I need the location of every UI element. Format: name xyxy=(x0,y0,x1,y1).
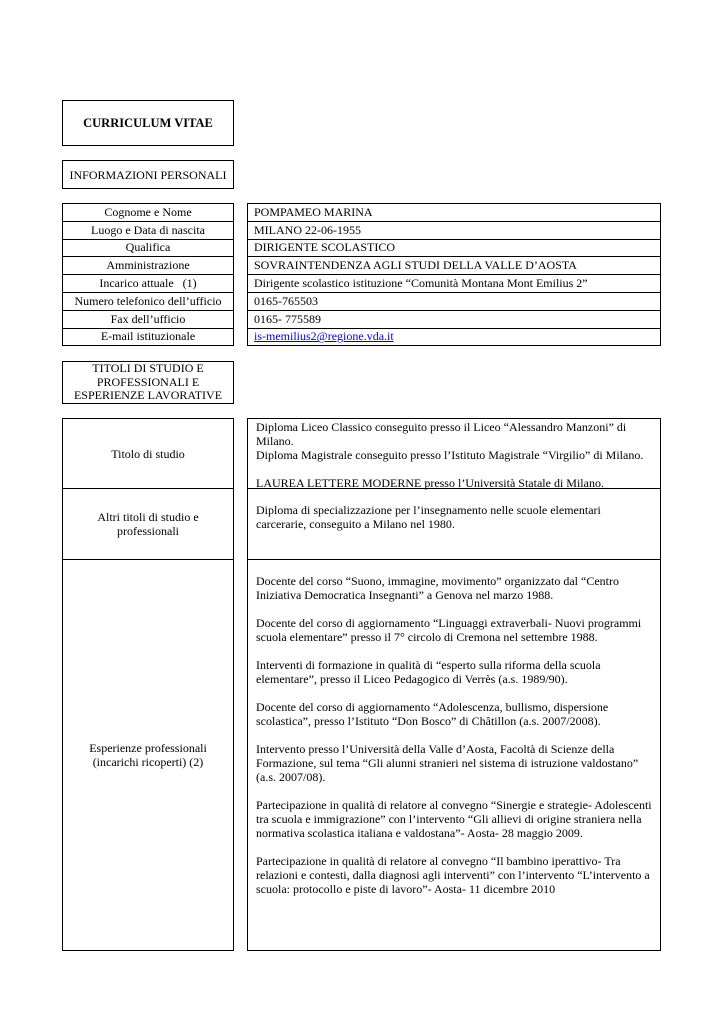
experience-content xyxy=(247,559,661,951)
other-titles-content xyxy=(247,488,661,560)
label-degree: Titolo di studio xyxy=(62,418,234,489)
label-current-position: Incarico attuale (1) xyxy=(63,275,234,293)
value-birth: MILANO 22-06-1955 xyxy=(248,221,661,239)
label-qualification: Qualifica xyxy=(63,239,234,257)
personal-values-table xyxy=(247,203,661,346)
degree-line: Diploma Magistrale conseguito presso l’Istituto Magistrale “Virgilio” di Milano. xyxy=(256,448,644,462)
value-email-cell xyxy=(248,328,661,346)
other-title-line: Diploma di specializzazione per l’insegnamento nelle scuole elementari carcerarie, conseguito a Milano nel 1980. xyxy=(256,503,601,531)
personal-labels-table xyxy=(62,203,234,346)
label-birth: Luogo e Data di nascita xyxy=(63,221,234,239)
value-administration: SOVRAINTENDENZA AGLI STUDI DELLA VALLE D’AOSTA xyxy=(248,257,661,275)
cv-title: CURRICULUM VITAE xyxy=(62,100,234,146)
experience-item: Docente del corso di aggiornamento “Linguaggi extraverbali- Nuovi programmi scuola elementare” presso il 7° circolo di Cremona nel settembre 1988. xyxy=(256,616,642,644)
value-current-position: Dirigente scolastico istituzione “Comunità Montana Mont Emilius 2” xyxy=(248,275,661,293)
value-name: POMPAMEO MARINA xyxy=(248,204,661,222)
studies-heading: TITOLI DI STUDIO E PROFESSIONALI E ESPERIENZE LAVORATIVE xyxy=(62,361,234,404)
label-administration: Amministrazione xyxy=(63,257,234,275)
degree-line: LAUREA LETTERE MODERNE presso l’Università Statale di Milano. xyxy=(256,476,604,490)
label-other-titles: Altri titoli di studio e professionali xyxy=(62,488,234,560)
experience-item: Partecipazione in qualità di relatore al convegno “Sinergie e strategie- Adolescenti tra scuola e immigrazione” con l’intervento “Gli allievi di origine straniera nella normativa scolastica italiana e valdostana”- Aosta- 28 maggio 2009. xyxy=(256,798,652,840)
value-fax: 0165- 775589 xyxy=(248,310,661,328)
degree-content xyxy=(247,418,661,489)
experience-item: Partecipazione in qualità di relatore al convegno “Il bambino iperattivo- Tra relazioni e contesti, dalla diagnosi agli interventi” con l’intervento “L’intervento a scuola: protocollo e piste di lavoro”- Aosta- 11 dicembre 2010 xyxy=(256,854,650,896)
experience-item: Docente del corso “Suono, immagine, movimento” organizzato dal “Centro Iniziativa Democratica Insegnanti” a Genova nel marzo 1988. xyxy=(256,574,620,602)
label-experience: Esperienze professionali (incarichi ricoperti) (2) xyxy=(62,559,234,951)
experience-item: Docente del corso di aggiornamento “Adolescenza, bullismo, dispersione scolastica”, presso l’Istituto “Don Bosco” di Châtillon (a.s. 2007/2008). xyxy=(256,700,609,728)
email-link[interactable]: is-memilius2@regione.vda.it xyxy=(254,329,394,344)
label-email: E-mail istituzionale xyxy=(63,328,234,346)
personal-info-heading: INFORMAZIONI PERSONALI xyxy=(62,160,234,189)
value-qualification: DIRIGENTE SCOLASTICO xyxy=(248,239,661,257)
label-phone: Numero telefonico dell’ufficio xyxy=(63,292,234,310)
degree-line: Diploma Liceo Classico conseguito presso il Liceo “Alessandro Manzoni” di Milano. xyxy=(256,420,627,448)
experience-item: Interventi di formazione in qualità di “esperto sulla riforma della scuola elementare”, presso il Liceo Pedagogico di Verrès (a.s. 1989/90). xyxy=(256,658,601,686)
experience-item: Intervento presso l’Università della Valle d’Aosta, Facoltà di Scienze della Formazione, sul tema “Gli alunni stranieri nel sistema di istruzione valdostano” (a.s. 2007/08). xyxy=(256,742,639,784)
label-name: Cognome e Nome xyxy=(63,204,234,222)
label-fax: Fax dell’ufficio xyxy=(63,310,234,328)
value-phone: 0165-765503 xyxy=(248,292,661,310)
